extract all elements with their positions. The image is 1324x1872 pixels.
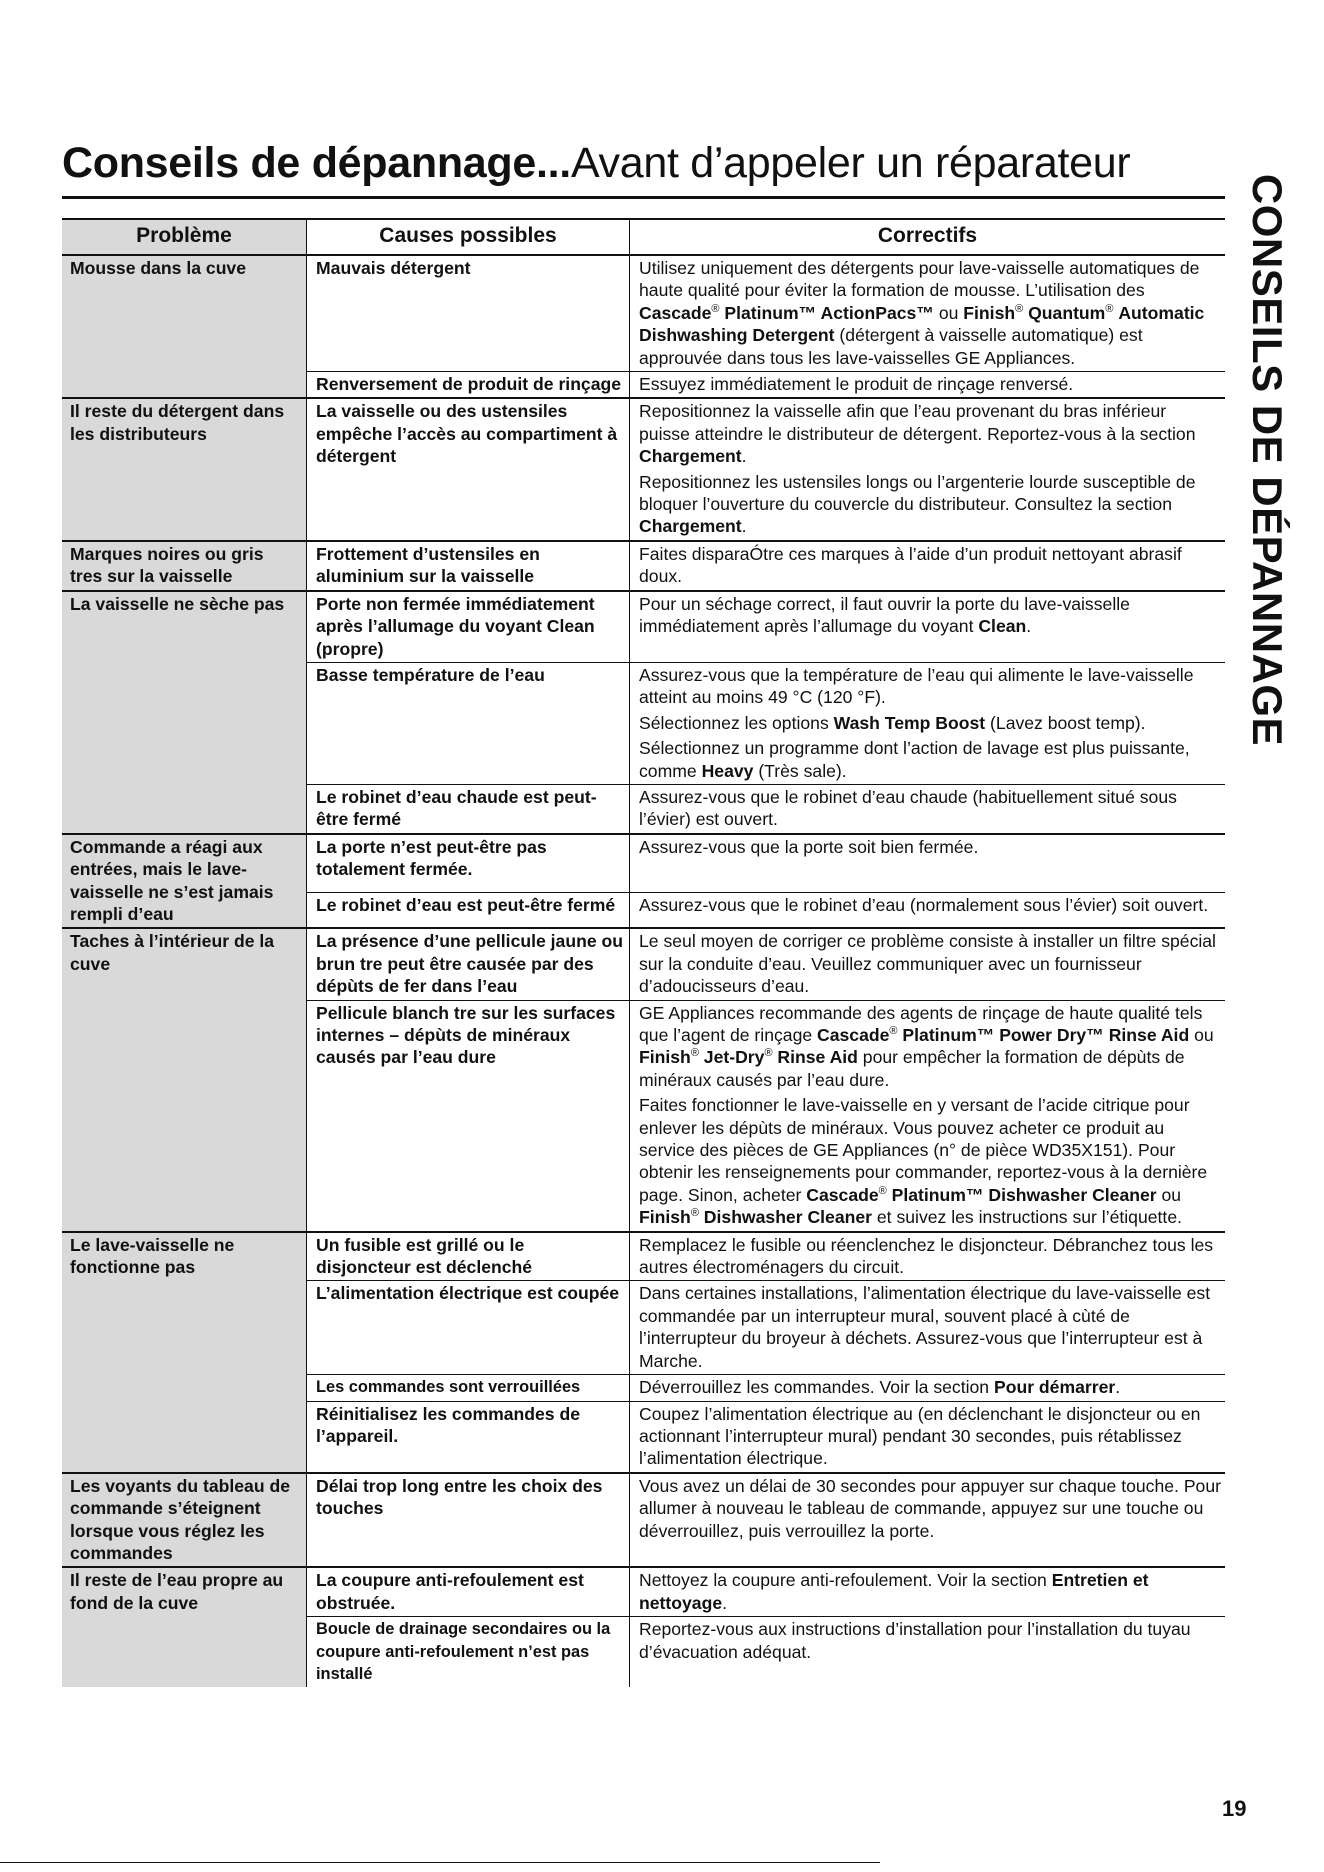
header-fixes: Correctifs <box>629 218 1225 256</box>
problem-cell: Commande a réagi aux entrées, mais le lave-vaisselle ne s’est jamais rempli d’eau <box>62 833 306 928</box>
fix-cell: Essuyez immédiatement le produit de rinçage renversé. <box>629 371 1225 397</box>
fix-cell: GE Appliances recommande des agents de rinçage de haute qualité tels que l’agent de rinçage Cascade® Platinum™ Power Dry™ Rinse Aid ou Finish® Jet-Dry® Rinse Aid pour empêcher la formation de dépùts de minéraux causés par l’eau dure. Faites fonctionner le lave-vaisselle en y versant de l’acide citrique pour enlever les dépùts de minéraux. Vous pouvez acheter ce produit au service des pièces de GE Appliances (n° de pièce WD35X151). Pour obtenir les renseignements pour commander, reportez-vous à la dernière page. Sinon, acheter Cascade® Platinum™ Dishwasher Cleaner ou Finish® Dishwasher Cleaner et suivez les instructions sur l’étiquette. <box>629 1000 1225 1231</box>
cause-cell: Le robinet d’eau chaude est peut-être fermé <box>306 784 629 833</box>
cause-cell: Pellicule blanch tre sur les surfaces internes – dépùts de minéraux causés par l’eau dure <box>306 1000 629 1231</box>
problem-cell: Taches à l’intérieur de la cuve <box>62 927 306 1230</box>
cause-cell: Un fusible est grillé ou le disjoncteur est déclenché <box>306 1231 629 1281</box>
cause-cell: Les commandes sont verrouillées <box>306 1374 629 1400</box>
fix-cell: Le seul moyen de corriger ce problème consiste à installer un filtre spécial sur la conduite d’eau. Veuillez communiquer avec un fournisseur d’adoucisseurs d’eau. <box>629 927 1225 999</box>
fix-cell: Faites disparaÓtre ces marques à l’aide d’un produit nettoyant abrasif doux. <box>629 540 1225 590</box>
side-tab-label: CONSEILS DE DÉPANNAGE <box>1244 173 1291 747</box>
cause-cell: La vaisselle ou des ustensiles empêche l’accès au compartiment à détergent <box>306 397 629 539</box>
fix-cell: Utilisez uniquement des détergents pour lave-vaisselle automatiques de haute qualité pour éviter la formation de mousse. L’utilisation des Cascade® Platinum™ ActionPacs™ ou Finish® Quantum® Automatic Dishwashing Detergent (détergent à vaisselle automatique) est approuvée dans tous les lave-vaisselles GE Appliances. <box>629 256 1225 371</box>
fix-cell: Assurez-vous que la porte soit bien fermée. <box>629 833 1225 892</box>
cause-cell: Porte non fermée immédiatement après l’allumage du voyant Clean (propre) <box>306 590 629 662</box>
troubleshooting-table <box>62 218 1225 1687</box>
fix-cell: Dans certaines installations, l’alimentation électrique du lave-vaisselle est commandée par un interrupteur mural, souvent placé à cùté de l’interrupteur du broyeur à déchets. Assurez-vous que l’interrupteur est à Marche. <box>629 1280 1225 1374</box>
problem-cell: La vaisselle ne sèche pas <box>62 590 306 833</box>
cause-cell: L’alimentation électrique est coupée <box>306 1280 629 1374</box>
fix-cell: Assurez-vous que la température de l’eau qui alimente le lave-vaisselle atteint au moins 49 °C (120 °F). Sélectionnez les options Wash Temp Boost (Lavez boost temp). Sélectionnez un programme dont l’action de lavage est plus puissante, comme Heavy (Très sale). <box>629 662 1225 784</box>
header-causes: Causes possibles <box>306 218 629 256</box>
fix-cell: Pour un séchage correct, il faut ouvrir la porte du lave-vaisselle immédiatement après l’allumage du voyant Clean. <box>629 590 1225 662</box>
problem-cell: Marques noires ou gris tres sur la vaisselle <box>62 540 306 590</box>
cause-cell: Boucle de drainage secondaires ou la coupure anti-refoulement n’est pas installé <box>306 1616 629 1687</box>
fix-cell: Vous avez un délai de 30 secondes pour appuyer sur chaque touche. Pour allumer à nouveau le tableau de commande, appuyez sur une touche ou déverrouillez, puis verrouillez la porte. <box>629 1472 1225 1567</box>
cause-cell: La coupure anti-refoulement est obstruée. <box>306 1566 629 1616</box>
cause-cell: Le robinet d’eau est peut-être fermé <box>306 892 629 928</box>
fix-cell: Assurez-vous que le robinet d’eau (normalement sous l’évier) soit ouvert. <box>629 892 1225 928</box>
cause-cell: Basse température de l’eau <box>306 662 629 784</box>
fix-cell: Assurez-vous que le robinet d’eau chaude (habituellement situé sous l’évier) est ouvert. <box>629 784 1225 833</box>
fix-cell: Repositionnez la vaisselle afin que l’eau provenant du bras inférieur puisse atteindre le distributeur de détergent. Reportez-vous à la section Chargement. Repositionnez les ustensiles longs ou l’argenterie lourde susceptible de bloquer l’ouverture du couvercle du distributeur. Consultez la section Chargement. <box>629 397 1225 539</box>
fix-cell: Nettoyez la coupure anti-refoulement. Voir la section Entretien et nettoyage. <box>629 1566 1225 1616</box>
problem-cell: Il reste du détergent dans les distributeurs <box>62 397 306 539</box>
cause-cell: Frottement d’ustensiles en aluminium sur la vaisselle <box>306 540 629 590</box>
cause-cell: La présence d’une pellicule jaune ou brun tre peut être causée par des dépùts de fer dans l’eau <box>306 927 629 999</box>
header-problem: Problème <box>62 218 306 256</box>
page-number: 19 <box>1222 1796 1247 1821</box>
fix-cell: Déverrouillez les commandes. Voir la section Pour démarrer. <box>629 1374 1225 1400</box>
problem-cell: Mousse dans la cuve <box>62 256 306 397</box>
cause-cell: Réinitialisez les commandes de l’appareil. <box>306 1401 629 1472</box>
problem-cell: Les voyants du tableau de commande s’éteignent lorsque vous réglez les commandes <box>62 1472 306 1567</box>
problem-cell: Il reste de l’eau propre au fond de la cuve <box>62 1566 306 1687</box>
fix-cell: Reportez-vous aux instructions d’installation pour l’installation du tuyau d’évacuation adéquat. <box>629 1616 1225 1687</box>
title-divider <box>62 196 1225 199</box>
cause-cell: Délai trop long entre les choix des touches <box>306 1472 629 1567</box>
problem-cell: Le lave-vaisselle ne fonctionne pas <box>62 1231 306 1472</box>
cause-cell: Renversement de produit de rinçage <box>306 371 629 397</box>
cause-cell: La porte n’est peut-être pas totalement fermée. <box>306 833 629 892</box>
page-title: Conseils de dépannage...Avant d’appeler un réparateur <box>62 139 1131 187</box>
footer-divider <box>0 1862 880 1863</box>
fix-cell: Coupez l’alimentation électrique au (en déclenchant le disjoncteur ou en actionnant l’interrupteur mural) pendant 30 secondes, puis rétablissez l’alimentation électrique. <box>629 1401 1225 1472</box>
fix-cell: Remplacez le fusible ou réenclenchez le disjoncteur. Débranchez tous les autres électroménagers du circuit. <box>629 1231 1225 1281</box>
cause-cell: Mauvais détergent <box>306 256 629 371</box>
